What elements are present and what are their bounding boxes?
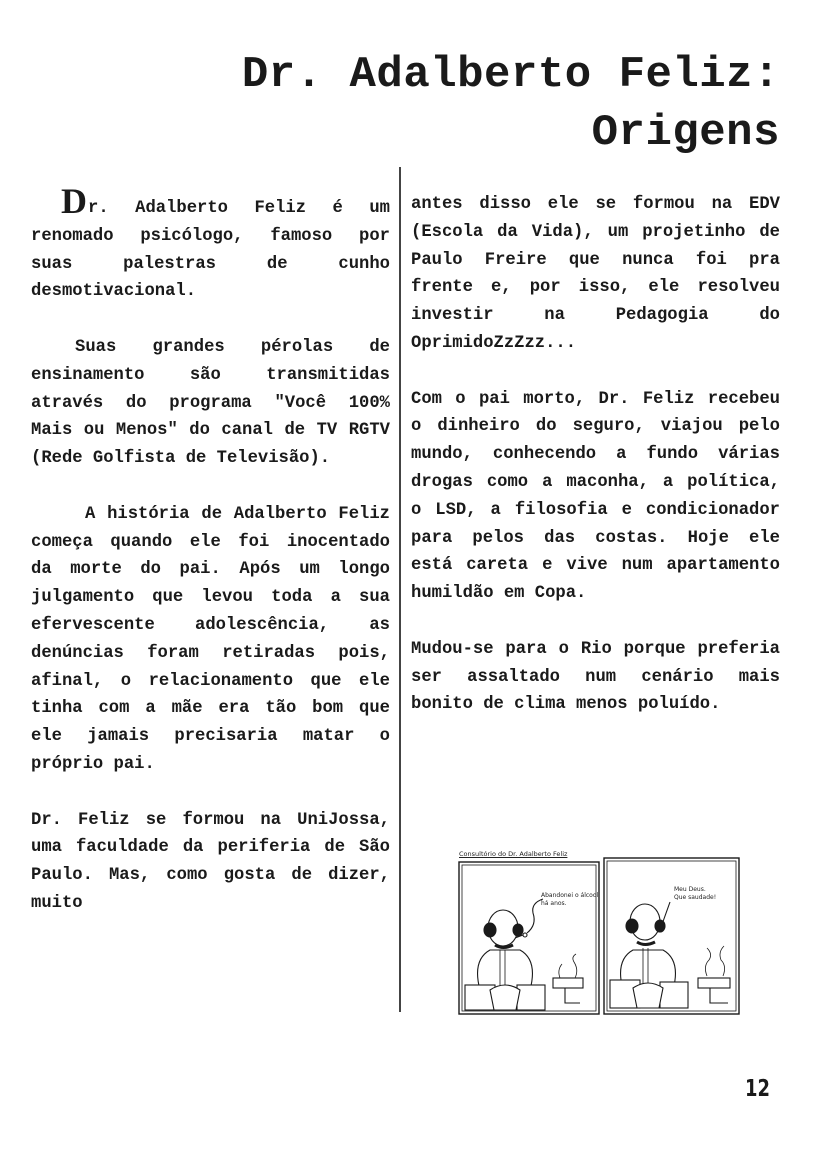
paragraph-teachings: Suas grandes pérolas de ensinamento são transmitidas através do programa "Você 100% Mais ou Menos" do canal de TV RGTV (Rede Golfista de Televisão).	[31, 337, 390, 469]
comic-character-panel-1	[465, 899, 583, 1010]
speech-1-line-2: há anos.	[541, 900, 567, 907]
paragraph-travels: Com o pai morto, Dr. Feliz recebeu o dinheiro do seguro, viajou pelo mundo, conhecendo a fundo várias drogas como a maconha, a política, o LSD, a filosofia e condicionador para pelos das costas. Hoje ele está careta e vive num apartamento humildão em Copa.	[411, 389, 780, 604]
speech-2-line-2: Que saudade!	[674, 894, 717, 901]
title-line-1: Dr. Adalberto Feliz:	[241, 50, 780, 100]
speech-1-line-1: Abandonei o álcool	[541, 892, 599, 899]
speech-2-line-1: Meu Deus.	[674, 886, 706, 893]
comic-speech-panel-2	[674, 886, 716, 902]
column-divider	[399, 167, 401, 1012]
comic-strip	[455, 850, 755, 1020]
page-number: 12	[745, 1076, 770, 1102]
comic-drawing	[455, 850, 755, 1020]
comic-character-panel-2	[610, 902, 730, 1008]
title-line-2: Origens	[591, 108, 780, 158]
paragraph-education: Dr. Feliz se formou na UniJossa, uma faculdade da periferia de São Paulo. Mas, como gosta de dizer, muito	[31, 810, 390, 913]
comic-speech-panel-1	[541, 892, 598, 908]
drop-cap: D	[61, 181, 87, 221]
paragraph-intro	[31, 181, 390, 306]
article-title	[242, 46, 780, 162]
paragraph-edv: antes disso ele se formou na EDV (Escola da Vida), um projetinho de Paulo Freire que nunca foi pra frente e, por isso, ele resolveu investir na Pedagogia do OprimidoZzZzz...	[411, 195, 780, 353]
paragraph-history: A história de Adalberto Feliz começa quando ele foi inocentado da morte do pai. Após um longo julgamento que levou toda a sua efervescente adolescência, as denúncias foram retiradas pois, afinal, o relacionamento que ele tinha com a mãe era tão bom que ele jamais precisaria matar o próprio pai.	[31, 504, 390, 774]
left-column	[31, 181, 390, 946]
right-column	[411, 191, 780, 747]
paragraph-intro-text: r. Adalberto Feliz é um renomado psicólogo, famoso por suas palestras de cunho desmotivacional.	[31, 199, 390, 302]
paragraph-rio: Mudou-se para o Rio porque preferia ser assaltado num cenário mais bonito de clima menos poluído.	[411, 639, 780, 715]
comic-caption: Consultório do Dr. Adalberto Feliz	[459, 850, 568, 858]
